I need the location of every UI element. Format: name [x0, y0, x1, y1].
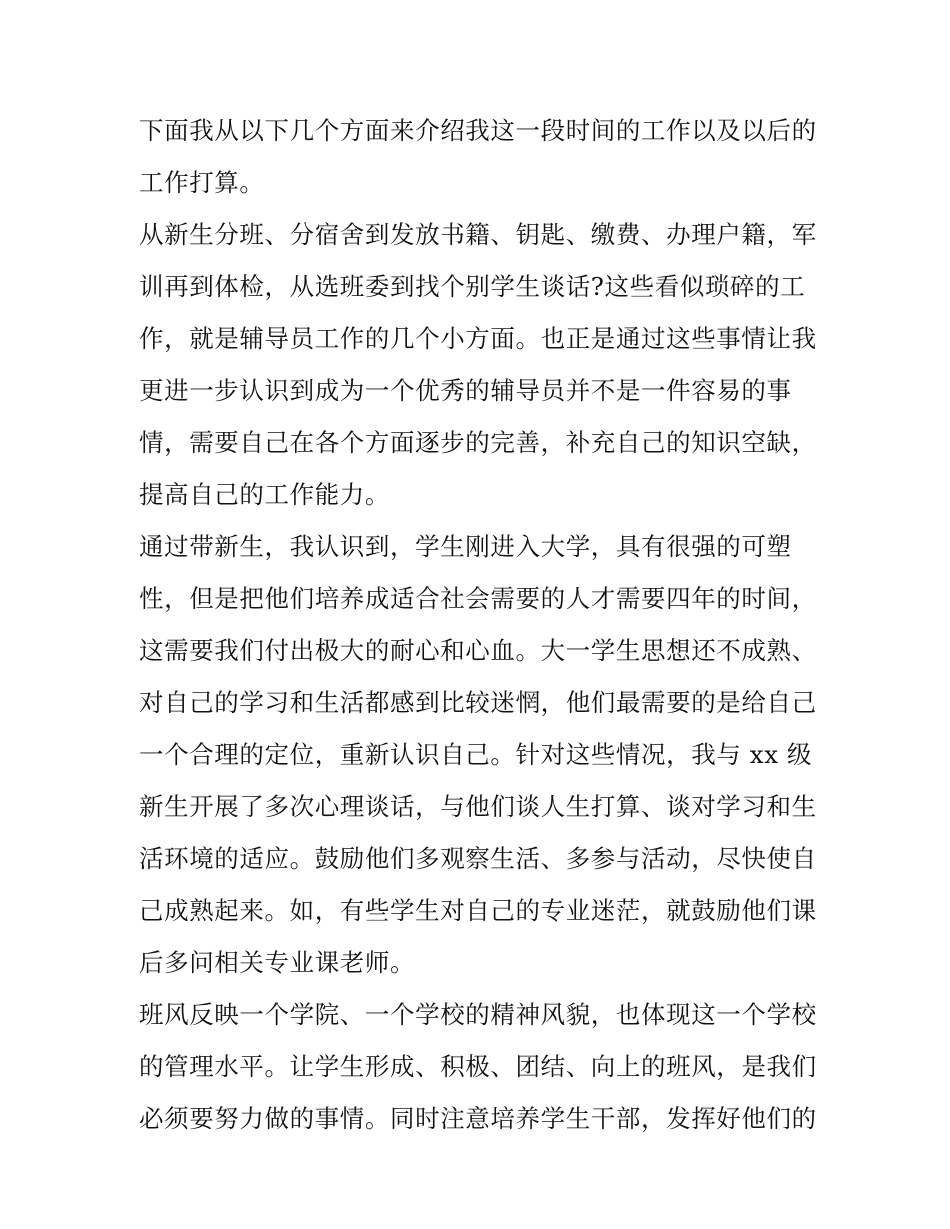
text-line: 后多问相关专业课老师。: [139, 948, 416, 977]
text-line: 训再到体检，从选班委到找个别学生谈话?这些看似琐碎的工: [139, 272, 806, 301]
text-line: 活环境的适应。鼓励他们多观察生活、多参与活动，尽快使自: [139, 844, 817, 873]
text-line: 从新生分班、分宿舍到发放书籍、钥匙、缴费、办理户籍，军: [139, 220, 817, 249]
paragraph-1: [139, 105, 819, 209]
text-line: 情，需要自己在各个方面逐步的完善，补充自己的知识空缺，: [139, 428, 817, 457]
text-line: 这需要我们付出极大的耐心和心血。大一学生思想还不成熟、: [139, 636, 817, 665]
text-line: 提高自己的工作能力。: [139, 480, 390, 509]
text-line: 性，但是把他们培养成适合社会需要的人才需要四年的时间，: [139, 584, 817, 613]
text-line: 新生开展了多次心理谈话，与他们谈人生打算、谈对学习和生: [139, 792, 817, 821]
text-line: 一个合理的定位，重新认识自己。针对这些情况，我与 xx 级: [139, 740, 813, 769]
text-line: 的管理水平。让学生形成、积极、团结、向上的班风，是我们: [139, 1052, 817, 1081]
text-line: 下面我从以下几个方面来介绍我这一段时间的工作以及以后的: [139, 116, 817, 145]
text-line: 通过带新生，我认识到，学生刚进入大学，具有很强的可塑: [139, 532, 792, 561]
paragraph-3: [139, 521, 819, 989]
text-line: 必须要努力做的事情。同时注意培养学生干部，发挥好他们的: [139, 1104, 817, 1133]
text-line: 作，就是辅导员工作的几个小方面。也正是通过这些事情让我: [139, 324, 817, 353]
text-line: 更进一步认识到成为一个优秀的辅导员并不是一件容易的事: [139, 376, 792, 405]
text-line: 工作打算。: [139, 168, 265, 197]
paragraph-2: [139, 209, 819, 521]
paragraph-4: [139, 989, 819, 1145]
text-line: 对自己的学习和生活都感到比较迷惘，他们最需要的是给自己: [139, 688, 817, 717]
document-body: [139, 105, 819, 1145]
text-line: 班风反映一个学院、一个学校的精神风貌，也体现这一个学校: [139, 1000, 817, 1029]
text-line: 己成熟起来。如，有些学生对自己的专业迷茫，就鼓励他们课: [139, 896, 817, 925]
